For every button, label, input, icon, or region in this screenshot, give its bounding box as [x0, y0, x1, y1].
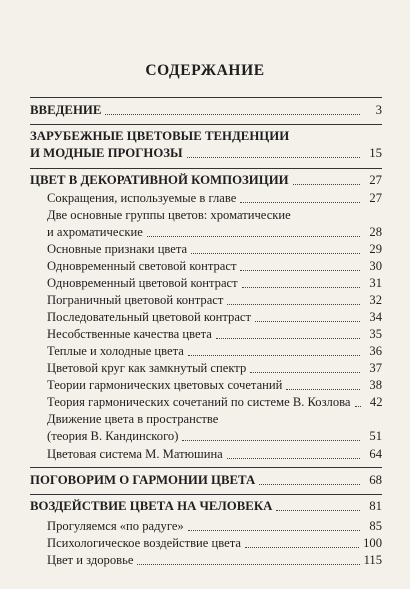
toc-entry-label: ПОГОВОРИМ О ГАРМОНИИ ЦВЕТА: [30, 473, 256, 487]
toc-entry-decorative-composition[interactable]: [30, 172, 382, 189]
toc-entry-label: ВОЗДЕЙСТВИЕ ЦВЕТА НА ЧЕЛОВЕКА: [30, 499, 273, 513]
toc-entry-color-contrast[interactable]: [47, 275, 382, 292]
toc-page-number: 51: [369, 429, 382, 443]
toc-page-number: 85: [369, 519, 382, 533]
toc-page-number: 34: [369, 310, 382, 324]
leader-dots: [227, 304, 360, 305]
leader-dots: [240, 270, 360, 271]
section-divider: [30, 97, 382, 98]
toc-entry-label: Основные признаки цвета: [47, 242, 188, 256]
leader-dots: [187, 157, 360, 158]
leader-dots: [105, 114, 360, 115]
toc-entry-light-contrast[interactable]: [47, 258, 382, 275]
toc-entry-label: Одновременный цветовой контраст: [47, 276, 238, 290]
toc-entry-label: Цветовая система М. Матюшина: [47, 447, 223, 461]
toc-entry-color-effect-on-human[interactable]: [30, 498, 382, 515]
section-divider: [30, 467, 382, 468]
toc-entry-label: Теории гармонических цветовых сочетаний: [47, 378, 283, 392]
toc-entry-color-attributes[interactable]: [47, 241, 382, 258]
toc-entry-psychological-effect[interactable]: [47, 535, 382, 552]
toc-page-number: 35: [369, 327, 382, 341]
leader-dots: [182, 440, 360, 441]
toc-page-number: 68: [369, 473, 382, 487]
toc-entry-color-and-health[interactable]: [47, 552, 382, 569]
toc-entry-label: и ахроматические: [47, 225, 143, 239]
toc-page-number: 28: [369, 225, 382, 239]
toc-page-number: 27: [369, 191, 382, 205]
toc-entry-label: Цвет и здоровье: [47, 553, 134, 567]
toc-entry-introduction[interactable]: [30, 102, 382, 119]
toc-page-number: 81: [369, 499, 382, 513]
section-divider: [30, 494, 382, 495]
toc-page-number: 29: [369, 242, 382, 256]
toc-entry-label: ВВЕДЕНИЕ: [30, 103, 102, 117]
leader-dots: [259, 484, 360, 485]
leader-dots: [355, 406, 361, 407]
toc-entry-abbreviations[interactable]: [47, 190, 382, 207]
toc-page-number: 36: [369, 344, 382, 358]
leader-dots: [147, 236, 360, 237]
toc-entry-label: Прогуляемся «по радуге»: [47, 519, 184, 533]
toc-page-number: 100: [363, 536, 382, 550]
toc-entry-line: Движение цвета в пространстве: [47, 412, 219, 426]
toc-page-number: 3: [375, 103, 382, 117]
toc-entry-sequential-contrast[interactable]: [47, 309, 382, 326]
leader-dots: [240, 202, 360, 203]
toc-entry-rainbow-walk[interactable]: [47, 518, 382, 535]
toc-entry-label: Несобственные качества цвета: [47, 327, 212, 341]
toc-entry-label: ЦВЕТ В ДЕКОРАТИВНОЙ КОМПОЗИЦИИ: [30, 173, 289, 187]
toc-entry-color-groups[interactable]: [47, 224, 382, 241]
toc-entry-label: Теория гармонических сочетаний по системе В. Козлова: [47, 395, 351, 409]
toc-page-number: 38: [369, 378, 382, 392]
toc-entry-line: ЗАРУБЕЖНЫЕ ЦВЕТОВЫЕ ТЕНДЕНЦИИ: [30, 129, 290, 143]
toc-entry-label: Теплые и холодные цвета: [47, 344, 184, 358]
leader-dots: [227, 458, 360, 459]
toc-entry-label: Цветовой круг как замкнутый спектр: [47, 361, 247, 375]
toc-entry-matyushin-system[interactable]: [47, 446, 382, 463]
toc-entry-border-contrast[interactable]: [47, 292, 382, 309]
page-title: СОДЕРЖАНИЕ: [145, 62, 265, 79]
toc-entry-label: И МОДНЫЕ ПРОГНОЗЫ: [30, 146, 183, 160]
toc-entry-harmony-theories[interactable]: [47, 377, 382, 394]
toc-page-number: 30: [369, 259, 382, 273]
toc-entry-foreign-trends[interactable]: [30, 145, 382, 162]
toc-page-number: 64: [369, 447, 382, 461]
toc-entry-label: Одновременный световой контраст: [47, 259, 237, 273]
leader-dots: [242, 287, 360, 288]
leader-dots: [188, 530, 360, 531]
section-divider: [30, 124, 382, 125]
toc-page-number: 15: [369, 146, 382, 160]
toc-entry-label: Психологическое воздействие цвета: [47, 536, 241, 550]
toc-page-number: 32: [369, 293, 382, 307]
toc-entry-color-wheel[interactable]: [47, 360, 382, 377]
toc-page-number: 27: [369, 173, 382, 187]
toc-page-number: 115: [363, 553, 382, 567]
leader-dots: [255, 321, 360, 322]
toc-entry-line: Две основные группы цветов: хроматические: [47, 208, 291, 222]
toc-entry-non-intrinsic-qualities[interactable]: [47, 326, 382, 343]
toc-page-number: 31: [369, 276, 382, 290]
leader-dots: [245, 547, 359, 548]
toc-entry-label: Сокращения, используемые в главе: [47, 191, 237, 205]
leader-dots: [293, 184, 360, 185]
leader-dots: [286, 389, 360, 390]
leader-dots: [216, 338, 360, 339]
section-divider: [30, 168, 382, 169]
toc-entry-color-harmony[interactable]: [30, 472, 382, 489]
toc-entry-label: (теория В. Кандинского): [47, 429, 179, 443]
leader-dots: [276, 510, 360, 511]
leader-dots: [137, 564, 359, 565]
leader-dots: [191, 253, 360, 254]
toc-entry-warm-cold-colors[interactable]: [47, 343, 382, 360]
toc-entry-kandinsky-theory[interactable]: [47, 428, 382, 445]
toc-entry-label: Последовательный цветовой контраст: [47, 310, 251, 324]
toc-page-number: 37: [369, 361, 382, 375]
toc-entry-label: Пограничный цветовой контраст: [47, 293, 224, 307]
leader-dots: [250, 372, 360, 373]
leader-dots: [188, 355, 360, 356]
toc-page-number: 42: [369, 395, 383, 409]
toc-entry-kozlov-theory[interactable]: [47, 394, 382, 411]
